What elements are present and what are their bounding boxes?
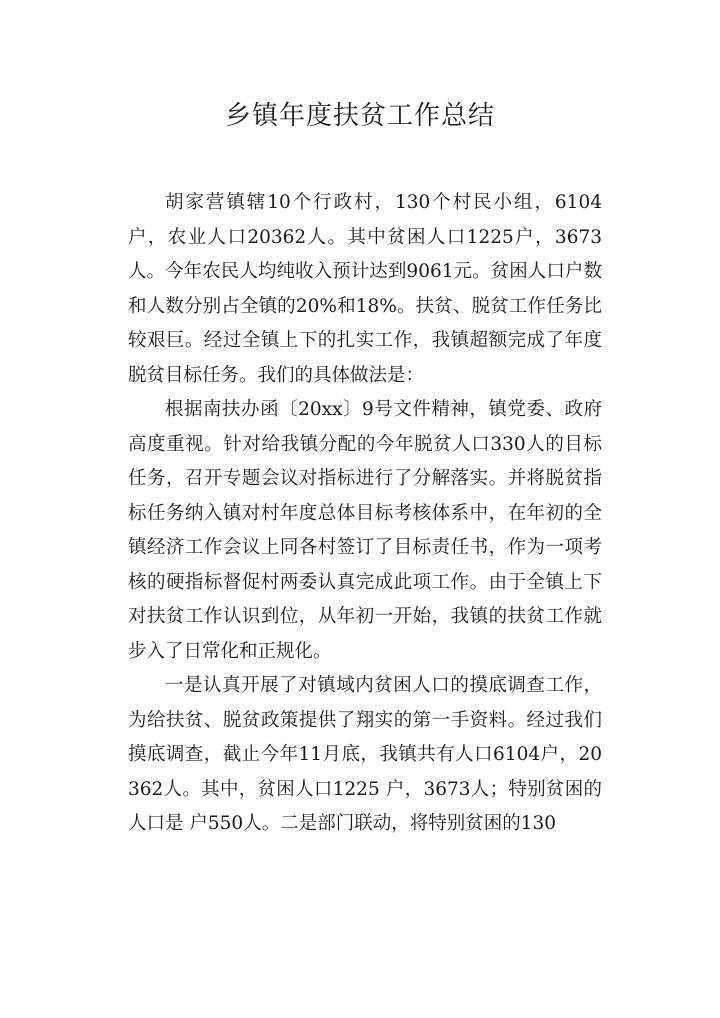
document-title: 乡镇年度扶贫工作总结 [224, 101, 495, 131]
paragraph-2: 根据南扶办函〔20xx〕9号文件精神，镇党委、政府高度重视。针对给我镇分配的今年脱贫人口330人的目标任务，召开专题会议对指标进行了分解落实。并将脱贫指标任务纳入镇对村年度总体目标考核体系中，在年初的全镇经济工作会议上同各村签订了目标责任书，作为一项考核的硬指标督促村两委认真完成此项工作。由于全镇上下对扶贫工作认识到位，从年初一开始，我镇的扶贫工作就步入了日常化和正规化。 [128, 399, 602, 662]
paragraph-1: 胡家营镇辖10个行政村，130个村民小组，6104户，农业人口20362人。其中贫困人口1225户，3673人。今年农民人均纯收入预计达到9061元。贫困人口户数和人数分别占全镇的20%和18%。扶贫、脱贫工作任务比较艰巨。经过全镇上下的扎实工作，我镇超额完成了年度脱贫目标任务。我们的具体做法是： [128, 192, 602, 386]
document-body [128, 186, 602, 842]
paragraph-3: 一是认真开展了对镇域内贫困人口的摸底调查工作，为给扶贫、脱贫政策提供了翔实的第一手资料。经过我们摸底调查，截止今年11月底，我镇共有人口6104户，20362人。其中，贫困人口1225 户，3673人；特别贫困的人口是 户550人。二是部门联动，将特别贫困的130 [128, 675, 602, 834]
